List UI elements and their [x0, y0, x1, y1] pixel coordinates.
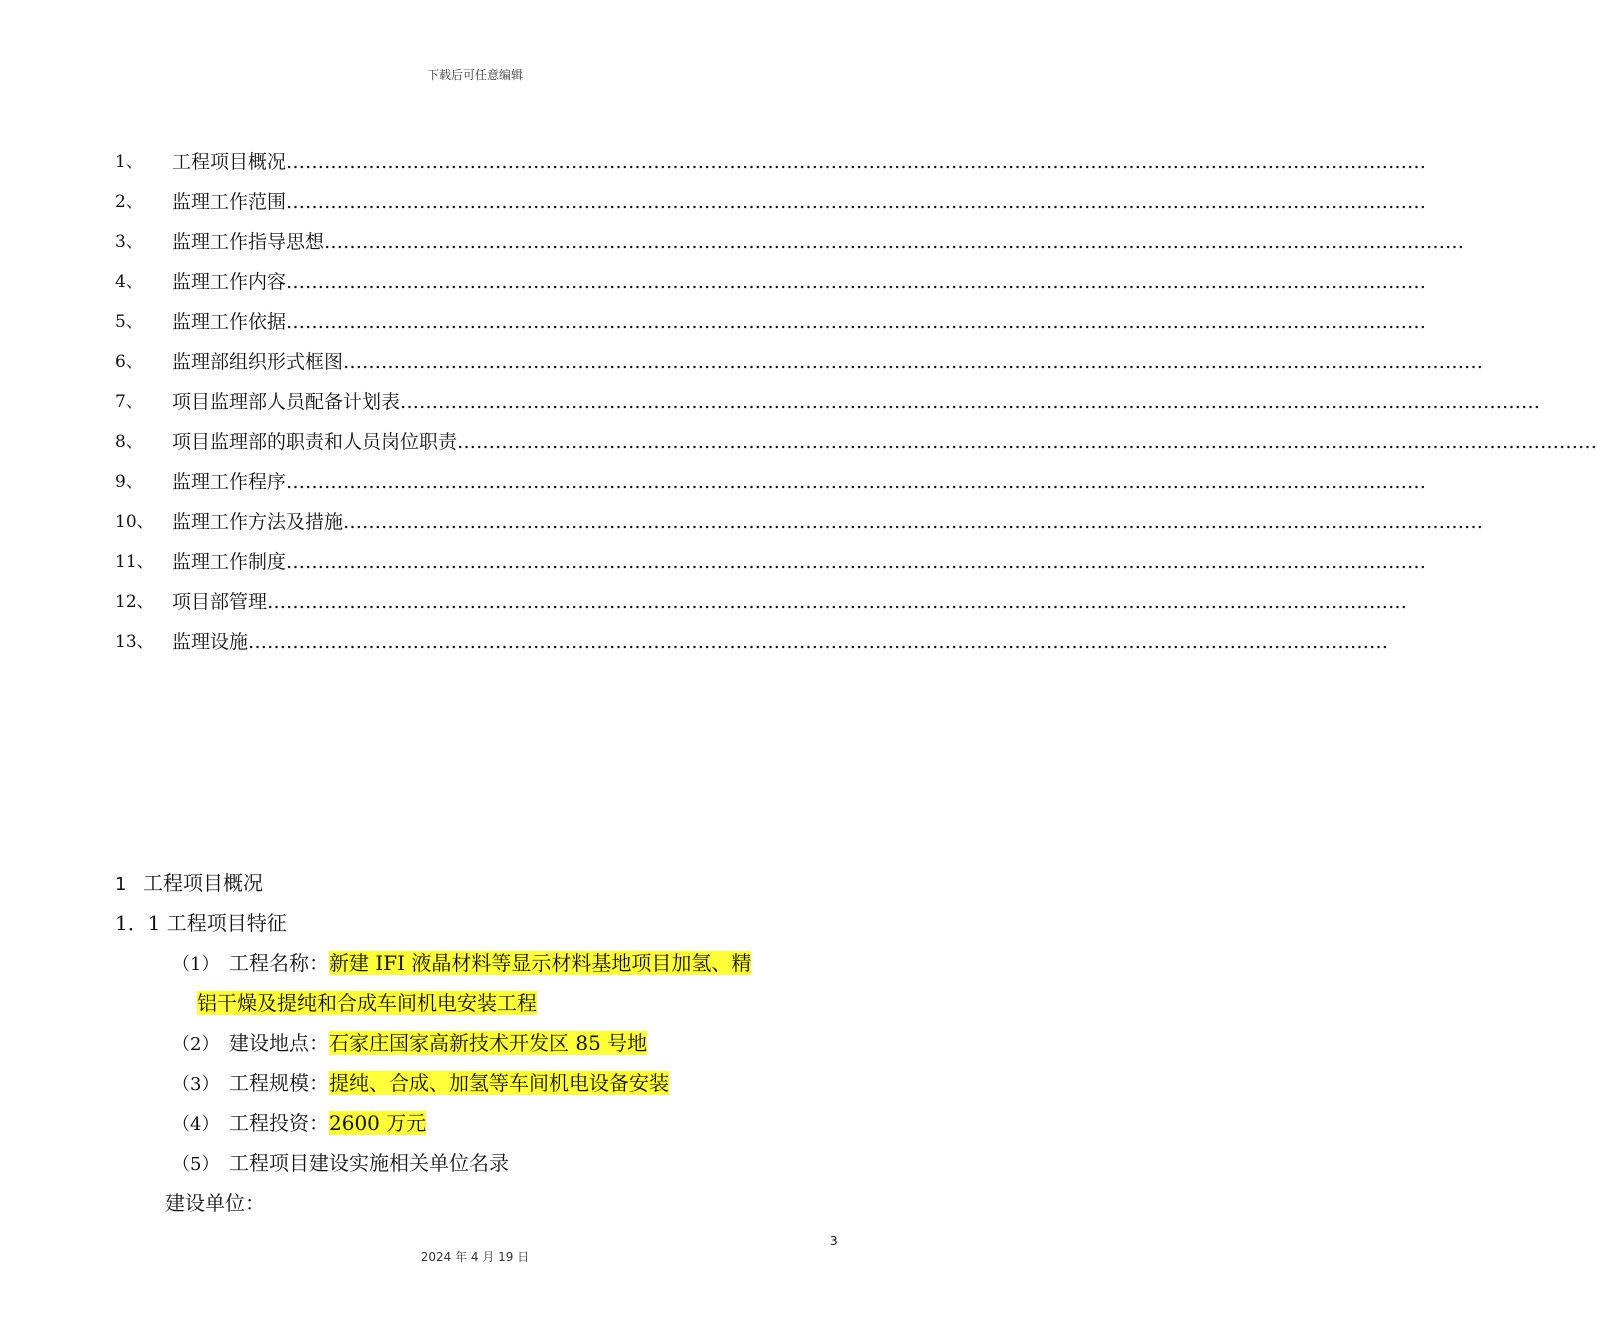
item-key: 建设地点：	[229, 1031, 329, 1055]
toc-item-number: 6、	[115, 352, 143, 372]
site-row	[115, 1026, 855, 1066]
toc-item	[115, 546, 1427, 586]
toc-leader-dots: ………………………………………………………………………………………………………………………………………………………………	[286, 151, 1427, 173]
toc-leader-dots: ………………………………………………………………………………………………………………………………………………………………	[343, 351, 1484, 373]
toc-leader-dots: ………………………………………………………………………………………………………………………………………………………………	[286, 191, 1427, 213]
sub-heading: 1．1 工程项目特征	[115, 911, 287, 935]
toc-leader-dots: ………………………………………………………………………………………………………………………………………………………………	[324, 231, 1465, 253]
toc-item-number: 9、	[115, 472, 143, 492]
investment-value: 2600 万元	[329, 1111, 427, 1135]
section-heading-number: 1	[115, 874, 127, 895]
toc-leader-dots: ………………………………………………………………………………………………………………………………………………………………	[457, 431, 1597, 453]
project-name-row	[115, 946, 855, 986]
project-name-value: 新建 IFI 液晶材料等显示材料基地项目加氢、精	[329, 951, 752, 975]
toc-item-title: 监理工作依据	[172, 311, 287, 333]
toc-item-number: 12、	[115, 592, 154, 612]
item-number: （4）	[172, 1114, 220, 1135]
toc-item	[115, 586, 1408, 626]
scale-row	[115, 1066, 855, 1106]
toc-leader-dots: ………………………………………………………………………………………………………………………………………………………………	[286, 471, 1427, 493]
item-key: 工程投资：	[229, 1111, 329, 1135]
toc-leader-dots: ………………………………………………………………………………………………………………………………………………………………	[400, 391, 1541, 413]
units-text: 工程项目建设实施相关单位名录	[229, 1151, 509, 1175]
toc-item	[115, 266, 1427, 306]
page-number: 3	[830, 1234, 838, 1248]
site-value: 石家庄国家高新技术开发区 85 号地	[329, 1031, 648, 1055]
toc-item	[115, 306, 1427, 346]
item-number: （3）	[172, 1074, 220, 1095]
page-footer-date: 2024 年 4 月 19 日	[420, 1250, 530, 1264]
toc-item	[115, 386, 1541, 426]
toc-item-number: 4、	[115, 272, 143, 292]
project-name-continuation	[115, 986, 855, 1026]
toc-item-number: 3、	[115, 232, 143, 252]
toc-leader-dots: ………………………………………………………………………………………………………………………………………………………………	[286, 551, 1427, 573]
toc-item-number: 11、	[115, 552, 154, 572]
toc-leader-dots: ………………………………………………………………………………………………………………………………………………………………	[343, 511, 1484, 533]
page-header: 下载后可任意编辑	[426, 68, 523, 82]
toc-item-title: 工程项目概况	[172, 151, 287, 173]
toc-leader-dots: ………………………………………………………………………………………………………………………………………………………………	[267, 591, 1408, 613]
project-name-value-cont: 铝干燥及提纯和合成车间机电安装工程	[197, 991, 537, 1015]
toc-item-title: 监理工作程序	[172, 471, 287, 493]
toc-item-title: 项目部管理	[172, 591, 268, 613]
investment-row	[115, 1106, 855, 1146]
document-body	[115, 866, 855, 1226]
toc-item	[115, 346, 1484, 386]
toc-item-title: 项目监理部人员配备计划表	[172, 391, 401, 413]
toc-item	[115, 466, 1427, 506]
toc-item	[115, 426, 1597, 466]
toc-item	[115, 226, 1465, 266]
toc-item-title: 监理工作指导思想	[172, 231, 325, 253]
toc-item-title: 监理工作范围	[172, 191, 287, 213]
toc-leader-dots: ………………………………………………………………………………………………………………………………………………………………	[286, 271, 1427, 293]
toc-item-number: 7、	[115, 392, 143, 412]
toc-item-title: 监理部组织形式框图	[172, 351, 344, 373]
toc-item-title: 监理工作制度	[172, 551, 287, 573]
toc-item	[115, 186, 1427, 226]
toc-item-number: 10、	[115, 512, 154, 532]
item-key: 工程名称：	[229, 951, 329, 975]
toc-item-number: 13、	[115, 632, 154, 652]
toc-item-title: 监理工作方法及措施	[172, 511, 344, 533]
item-number: （1）	[172, 954, 220, 975]
toc-item	[115, 506, 1484, 546]
item-number: （2）	[172, 1034, 220, 1055]
toc-item	[115, 626, 1389, 666]
toc-item	[115, 146, 1427, 186]
table-of-contents	[115, 146, 1597, 666]
toc-item-title: 监理工作内容	[172, 271, 287, 293]
toc-leader-dots: ………………………………………………………………………………………………………………………………………………………………	[248, 631, 1389, 653]
toc-item-number: 2、	[115, 192, 143, 212]
toc-item-title: 监理设施	[172, 631, 249, 653]
units-row	[115, 1146, 855, 1186]
section-heading-text: 工程项目概况	[143, 871, 263, 895]
toc-item-title: 项目监理部的职责和人员岗位职责	[172, 431, 458, 453]
toc-item-number: 8、	[115, 432, 143, 452]
scale-value: 提纯、合成、加氢等车间机电设备安装	[329, 1071, 669, 1095]
toc-item-number: 1、	[115, 152, 143, 172]
toc-item-number: 5、	[115, 312, 143, 332]
item-key: 工程规模：	[229, 1071, 329, 1095]
section-heading	[115, 866, 855, 906]
toc-leader-dots: ………………………………………………………………………………………………………………………………………………………………	[286, 311, 1427, 333]
item-number: （5）	[172, 1154, 220, 1175]
owner-label: 建设单位：	[165, 1191, 265, 1215]
